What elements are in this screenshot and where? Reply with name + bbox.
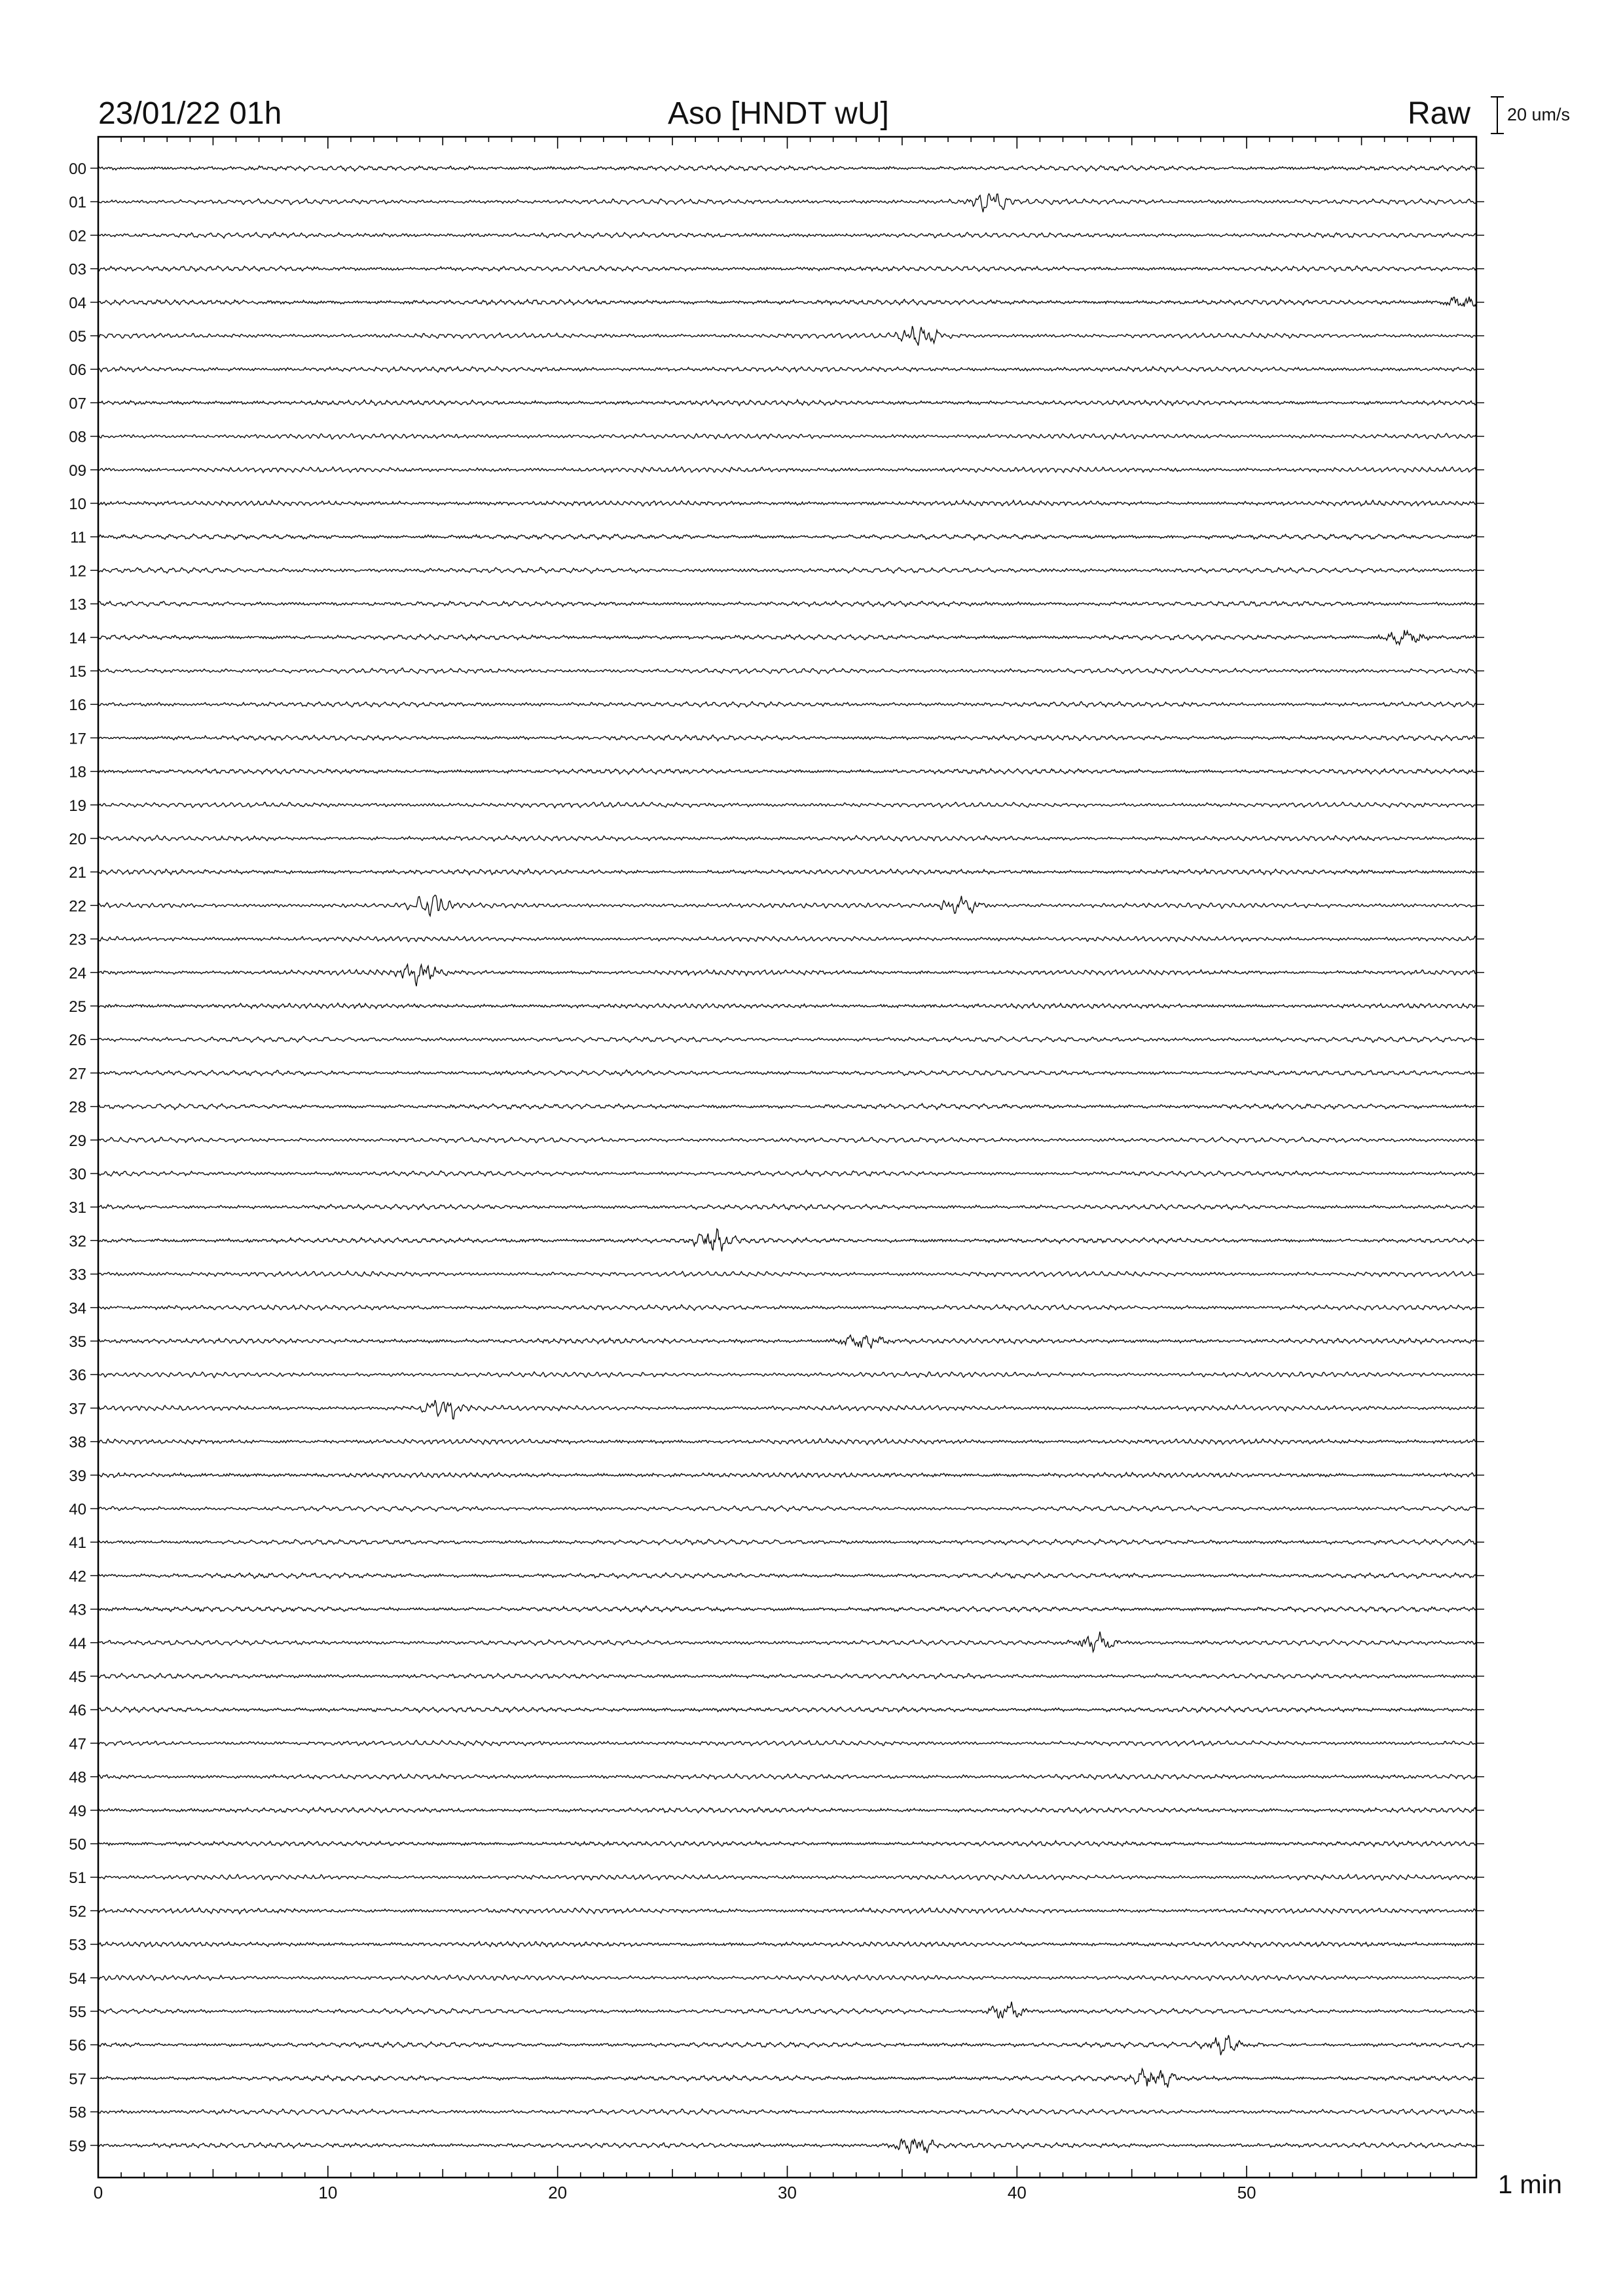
seismic-trace xyxy=(98,1400,1476,1419)
scale-bar xyxy=(1491,97,1504,134)
trace-row xyxy=(69,1031,1484,1049)
seismic-trace xyxy=(98,500,1476,506)
seismic-trace xyxy=(98,937,1476,942)
row-label: 21 xyxy=(69,864,86,882)
row-label: 33 xyxy=(69,1266,86,1284)
seismic-trace xyxy=(98,467,1476,473)
seismic-trace xyxy=(98,1506,1476,1512)
trace-row xyxy=(69,227,1484,245)
plot-frame xyxy=(98,137,1476,2178)
trace-row xyxy=(69,831,1484,848)
trace-row xyxy=(69,1266,1484,1284)
row-label: 15 xyxy=(69,663,86,681)
seismic-trace xyxy=(98,534,1476,540)
row-label: 16 xyxy=(69,696,86,715)
row-label: 27 xyxy=(69,1065,86,1083)
trace-row xyxy=(69,295,1484,312)
trace-row xyxy=(69,1602,1484,1619)
seismic-trace xyxy=(98,1941,1476,1946)
trace-row xyxy=(69,1434,1484,1452)
seismic-trace xyxy=(98,232,1476,238)
seismic-trace xyxy=(98,1137,1476,1143)
seismic-trace xyxy=(98,166,1476,171)
row-label: 56 xyxy=(69,2037,86,2055)
seismic-trace xyxy=(98,1036,1476,1042)
row-label: 55 xyxy=(69,2003,86,2021)
seismic-trace xyxy=(98,702,1476,708)
row-label: 45 xyxy=(69,1668,86,1686)
trace-row xyxy=(69,1702,1484,1719)
seismic-trace xyxy=(98,895,1476,916)
row-label: 18 xyxy=(69,763,86,781)
minute-ticks xyxy=(98,137,1476,2178)
seismic-trace xyxy=(98,601,1476,607)
row-label: 54 xyxy=(69,1969,86,1988)
seismic-trace xyxy=(98,2069,1476,2088)
trace-row xyxy=(69,1869,1484,1887)
trace-rows xyxy=(69,160,1484,2155)
seismic-trace xyxy=(98,266,1476,271)
row-label: 26 xyxy=(69,1031,86,1050)
seismic-trace xyxy=(98,296,1476,307)
row-label: 40 xyxy=(69,1501,86,1518)
row-label: 44 xyxy=(69,1634,86,1653)
trace-row xyxy=(69,964,1484,986)
trace-row xyxy=(69,1632,1484,1653)
row-label: 34 xyxy=(69,1299,86,1318)
row-label: 22 xyxy=(69,897,86,916)
trace-row xyxy=(69,1735,1484,1753)
trace-row xyxy=(69,2069,1484,2089)
trace-row xyxy=(69,1300,1484,1318)
seismic-trace xyxy=(98,1632,1476,1652)
seismic-trace xyxy=(98,1740,1476,1746)
row-label: 43 xyxy=(69,1601,86,1619)
row-label: 32 xyxy=(69,1232,86,1251)
trace-row xyxy=(69,1534,1484,1552)
trace-row xyxy=(69,1367,1484,1384)
row-label: 28 xyxy=(69,1098,86,1117)
seismic-trace xyxy=(98,1372,1476,1378)
seismic-trace xyxy=(98,735,1476,741)
row-label: 48 xyxy=(69,1768,86,1787)
seismic-trace xyxy=(98,1070,1476,1076)
row-label: 01 xyxy=(69,194,86,212)
row-label: 12 xyxy=(69,562,86,581)
trace-row xyxy=(69,931,1484,949)
row-label: 58 xyxy=(69,2104,86,2122)
seismic-trace xyxy=(98,802,1476,808)
seismic-trace xyxy=(98,1539,1476,1545)
trace-row xyxy=(69,1166,1484,1183)
trace-row xyxy=(69,1229,1484,1252)
seismic-trace xyxy=(98,630,1476,645)
row-label: 46 xyxy=(69,1702,86,1720)
row-label: 57 xyxy=(69,2070,86,2089)
x-tick-label: 30 xyxy=(778,2183,797,2202)
seismic-trace xyxy=(98,1840,1476,1846)
row-label: 09 xyxy=(69,461,86,480)
trace-row xyxy=(69,160,1484,178)
seismic-trace xyxy=(98,1204,1476,1210)
row-label: 14 xyxy=(69,629,86,647)
trace-row xyxy=(69,1903,1484,1920)
row-label: 51 xyxy=(69,1869,86,1888)
row-label: 59 xyxy=(69,2137,86,2155)
trace-row xyxy=(69,730,1484,747)
seismic-trace xyxy=(98,1229,1476,1252)
trace-row xyxy=(69,194,1484,212)
seismic-trace xyxy=(98,1271,1476,1277)
seismic-trace xyxy=(98,1908,1476,1914)
row-label: 31 xyxy=(69,1199,86,1217)
seismic-trace xyxy=(98,1807,1476,1813)
station-title: Aso [HNDT wU] xyxy=(668,96,889,131)
row-label: 00 xyxy=(69,160,86,178)
trace-row xyxy=(69,1333,1484,1351)
seismic-trace xyxy=(98,2001,1476,2018)
row-label: 37 xyxy=(69,1400,86,1418)
row-label: 50 xyxy=(69,1836,86,1854)
trace-row xyxy=(69,2104,1484,2122)
trace-row xyxy=(69,630,1484,647)
row-label: 03 xyxy=(69,260,86,279)
row-label: 25 xyxy=(69,998,86,1016)
seismic-trace xyxy=(98,1003,1476,1009)
trace-row xyxy=(69,429,1484,446)
seismic-trace xyxy=(98,194,1476,212)
trace-row xyxy=(69,1467,1484,1485)
seismic-trace xyxy=(98,1103,1476,1109)
seismic-trace xyxy=(98,1573,1476,1579)
trace-row xyxy=(69,361,1484,379)
x-tick-label: 0 xyxy=(93,2183,103,2202)
trace-row xyxy=(69,895,1484,916)
seismic-trace xyxy=(98,400,1476,406)
seismic-trace xyxy=(98,835,1476,841)
trace-row xyxy=(69,1769,1484,1787)
trace-row xyxy=(69,2035,1484,2055)
trace-row xyxy=(69,1132,1484,1150)
trace-row xyxy=(69,764,1484,781)
row-label: 11 xyxy=(70,529,86,547)
trace-row xyxy=(69,1501,1484,1518)
seismic-trace xyxy=(98,326,1476,346)
row-label: 13 xyxy=(69,596,86,614)
seismic-trace xyxy=(98,1774,1476,1779)
trace-row xyxy=(69,864,1484,882)
row-label: 41 xyxy=(69,1534,86,1552)
seismic-trace xyxy=(98,768,1476,774)
row-label: 17 xyxy=(69,730,86,748)
row-label: 30 xyxy=(69,1166,86,1183)
row-label: 47 xyxy=(69,1735,86,1753)
datetime-label: 23/01/22 01h xyxy=(98,96,282,131)
trace-row xyxy=(69,326,1484,346)
row-label: 10 xyxy=(69,495,86,513)
seismic-trace xyxy=(98,433,1476,439)
trace-row xyxy=(69,1970,1484,1988)
trace-row xyxy=(69,462,1484,480)
seismic-trace xyxy=(98,1473,1476,1478)
trace-row xyxy=(69,495,1484,513)
row-label: 08 xyxy=(69,428,86,446)
row-label: 20 xyxy=(69,831,86,848)
mode-label: Raw xyxy=(1408,96,1471,131)
row-label: 24 xyxy=(69,964,86,982)
seismic-trace xyxy=(98,1707,1476,1713)
seismic-trace xyxy=(98,668,1476,674)
x-tick-label: 50 xyxy=(1237,2183,1256,2202)
seismic-trace xyxy=(98,964,1476,986)
x-tick-label: 40 xyxy=(1007,2183,1027,2202)
seismic-trace xyxy=(98,1335,1476,1349)
trace-row xyxy=(69,1400,1484,1419)
scale-bar-label: 20 um/s xyxy=(1507,105,1571,124)
seismic-trace xyxy=(98,2035,1476,2055)
seismic-trace xyxy=(98,2139,1476,2153)
row-label: 39 xyxy=(69,1467,86,1485)
row-label: 42 xyxy=(69,1568,86,1586)
trace-row xyxy=(69,2138,1484,2155)
row-label: 07 xyxy=(69,395,86,413)
seismic-trace xyxy=(98,367,1476,372)
trace-row xyxy=(69,663,1484,681)
trace-row xyxy=(69,395,1484,412)
row-label: 29 xyxy=(69,1132,86,1150)
trace-row xyxy=(69,1568,1484,1585)
seismic-trace xyxy=(98,1674,1476,1679)
trace-row xyxy=(69,1065,1484,1083)
row-label: 23 xyxy=(69,931,86,949)
seismic-trace xyxy=(98,1606,1476,1612)
unit-label: 1 min xyxy=(1498,2170,1562,2199)
x-tick-label: 20 xyxy=(548,2183,568,2202)
trace-row xyxy=(69,1668,1484,1686)
row-label: 38 xyxy=(69,1433,86,1452)
x-tick-label: 10 xyxy=(318,2183,338,2202)
seismic-trace xyxy=(98,869,1476,875)
row-label: 05 xyxy=(69,328,86,346)
trace-row xyxy=(69,797,1484,815)
row-label: 53 xyxy=(69,1936,86,1954)
row-label: 36 xyxy=(69,1367,86,1385)
trace-row xyxy=(70,529,1484,547)
trace-row xyxy=(69,696,1484,714)
seismic-trace xyxy=(98,1170,1476,1176)
seismic-trace xyxy=(98,567,1476,573)
trace-row xyxy=(69,1937,1484,1954)
row-label: 49 xyxy=(69,1802,86,1820)
trace-row xyxy=(69,1803,1484,1820)
row-label: 52 xyxy=(69,1903,86,1921)
x-tick-labels xyxy=(94,2183,1256,2202)
seismic-trace xyxy=(98,2109,1476,2115)
row-label: 06 xyxy=(69,361,86,380)
trace-row xyxy=(69,1836,1484,1854)
row-label: 35 xyxy=(69,1333,86,1351)
row-label: 19 xyxy=(69,797,86,815)
seismic-trace xyxy=(98,1874,1476,1880)
trace-row xyxy=(69,998,1484,1016)
trace-row xyxy=(69,562,1484,580)
seismic-trace xyxy=(98,1439,1476,1444)
row-label: 02 xyxy=(69,227,86,245)
trace-row xyxy=(69,1199,1484,1217)
trace-row xyxy=(69,261,1484,279)
seismic-trace xyxy=(98,1975,1476,1981)
trace-row xyxy=(69,2001,1484,2021)
trace-row xyxy=(69,596,1484,614)
row-label: 04 xyxy=(69,294,86,312)
trace-row xyxy=(69,1099,1484,1117)
seismic-trace xyxy=(98,1305,1476,1311)
